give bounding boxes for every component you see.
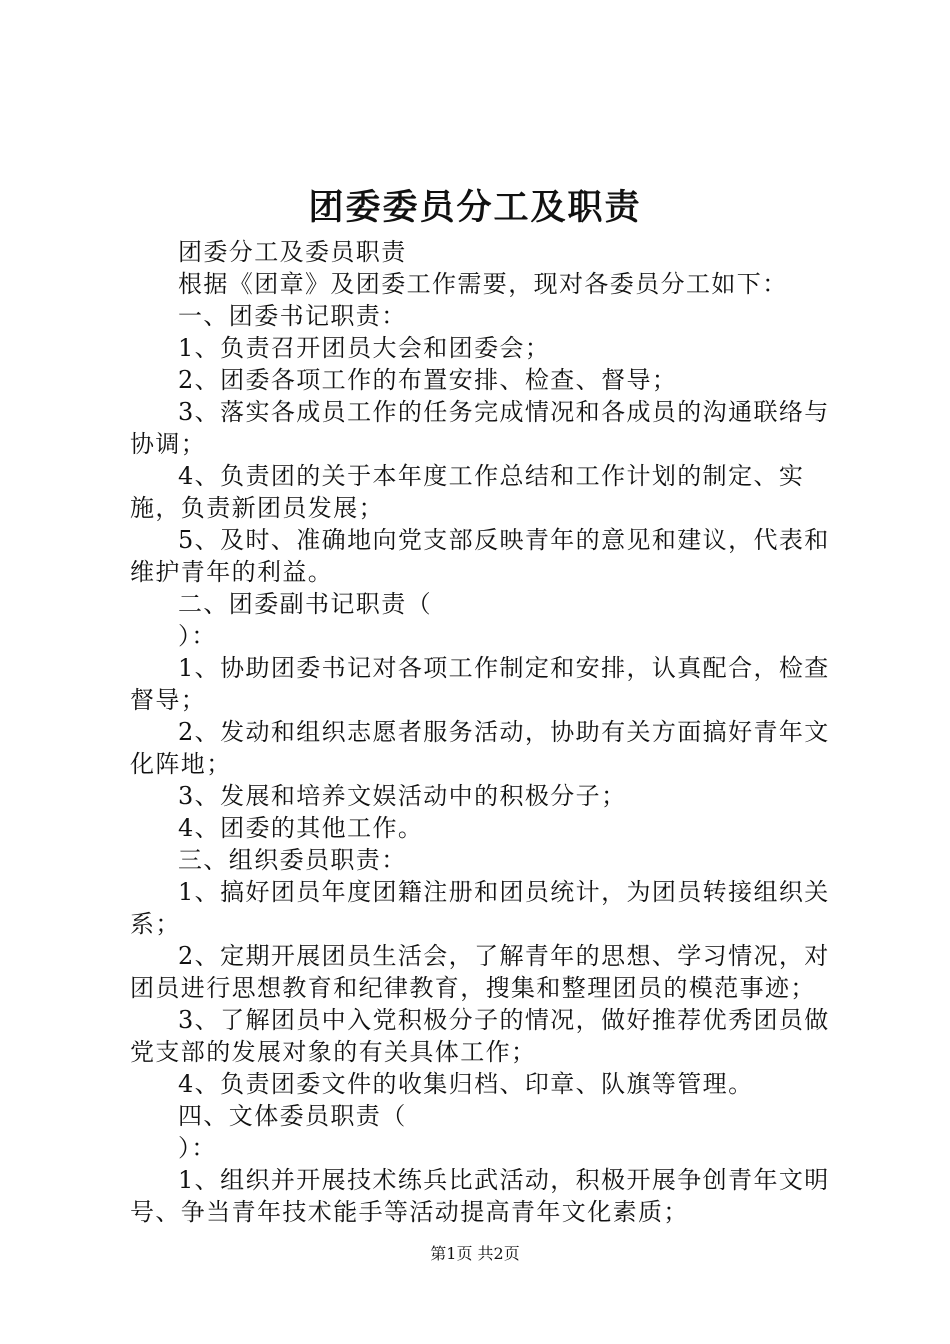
paragraph: ）： [178,622,217,650]
paragraph: 二、团委副书记职责（ [178,590,432,618]
paragraph: 一、团委书记职责： [178,302,407,330]
paragraph: 4、负责团的关于本年度工作总结和工作计划的制定、实施，负责新团员发展； [130,462,805,522]
page-number: 第1页 共2页 [430,1244,520,1263]
paragraph: 3、发展和培养文娱活动中的积极分子； [178,782,627,810]
document-title: 团委委员分工及职责 [308,187,642,228]
paragraph: 三、组织委员职责： [178,846,407,874]
paragraph: 四、文体委员职责（ [178,1102,407,1130]
paragraph: 1、负责召开团员大会和团委会； [178,334,551,362]
paragraph: 根据《团章》及团委工作需要，现对各委员分工如下： [178,270,788,298]
paragraph: 2、发动和组织志愿者服务活动，协助有关方面搞好青年文化阵地； [130,718,830,778]
paragraph: 团委分工及委员职责 [178,238,407,266]
paragraph: ）： [178,1134,217,1162]
paragraph: 4、负责团委文件的收集归档、印章、队旗等管理。 [178,1070,754,1098]
paragraph: 4、团委的其他工作。 [178,814,424,842]
paragraph: 3、了解团员中入党积极分子的情况，做好推荐优秀团员做党支部的发展对象的有关具体工作； [130,1006,830,1066]
paragraph: 3、落实各成员工作的任务完成情况和各成员的沟通联络与协调； [130,398,830,458]
paragraph: 2、定期开展团员生活会，了解青年的思想、学习情况，对团员进行思想教育和纪律教育，搜集和整理团员的模范事迹； [130,942,830,1002]
paragraph: 1、搞好团员年度团籍注册和团员统计，为团员转接组织关系； [130,878,830,938]
paragraph: 1、组织并开展技术练兵比武活动，积极开展争创青年文明号、争当青年技术能手等活动提高青年文化素质； [130,1166,830,1226]
paragraph: 5、及时、准确地向党支部反映青年的意见和建议，代表和维护青年的利益。 [130,526,830,586]
paragraph: 2、团委各项工作的布置安排、检查、督导； [178,366,678,394]
paragraph: 1、协助团委书记对各项工作制定和安排，认真配合，检查督导； [130,654,830,714]
document-body [130,236,832,1228]
